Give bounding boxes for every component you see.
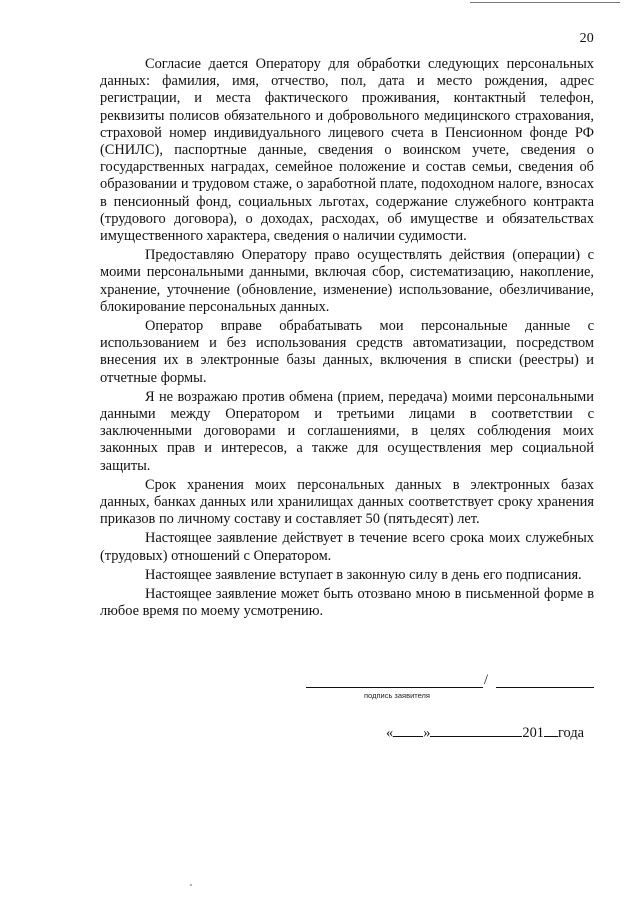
date-close-quote: »: [423, 725, 431, 741]
paragraph-storage-term: Срок хранения моих персональных данных в электронных базах данных, банках данных или хранилищах данных соответствует сроку хранения приказов по личному составу и составляет 50 (пятьдесят) лет.: [100, 476, 594, 528]
year-suffix: года: [558, 725, 585, 741]
signature-line: [306, 687, 483, 688]
year-prefix: 201: [522, 725, 544, 741]
signature-block: [306, 672, 594, 710]
month-blank: [430, 724, 522, 737]
paragraph-effective-date: Настоящее заявление вступает в законную силу в день его подписания.: [145, 566, 582, 583]
paragraph-revocation: Настоящее заявление может быть отозвано мною в письменной форме в любое время по моему усмотрению.: [100, 586, 594, 620]
day-blank: [393, 724, 423, 737]
date-open-quote: «: [386, 725, 394, 741]
paragraph-validity: Настоящее заявление действует в течение всего срока моих служебных (трудовых) отношений с Оператором.: [100, 530, 594, 564]
consent-body: [100, 56, 594, 623]
year-blank: [544, 724, 558, 737]
paragraph-data-exchange: Я не возражаю против обмена (прием, передача) моими персональными данными между Оператором и третьими лицами в соответствии с заключенными договорами и соглашениями, в целях соблюдения моих законных прав и интересов, а также для осуществления мер социальной защиты.: [100, 388, 594, 474]
date-line: [386, 724, 594, 742]
name-line: [496, 687, 594, 688]
paragraph-processing-methods: Оператор вправе обрабатывать мои персональные данные с использованием и без использования средств автоматизации, посредством внесения их в электронные базы данных, включения в списки (реестры) и отчетные формы.: [100, 318, 594, 386]
scan-speck: [190, 884, 192, 886]
paragraph-operator-rights: Предоставляю Оператору право осуществлять действия (операции) с моими персональными данными, включая сбор, систематизацию, накопление, хранение, уточнение (обновление, изменение) использование, обезличивание, блокирование персональных данных.: [100, 247, 594, 315]
page-number: 20: [579, 31, 594, 46]
signature-separator: /: [484, 672, 488, 688]
top-rule: [470, 2, 620, 3]
signature-caption: подпись заявителя: [364, 691, 430, 700]
paragraph-data-list: Согласие дается Оператору для обработки следующих персональных данных: фамилия, имя, отчество, пол, дата и место рождения, адрес регистрации, и места фактического проживания, контактный телефон, реквизиты полисов обязательного и добровольного медицинского страхования, страховой номер индивидуального лицевого счета в Пенсионном фонде РФ (СНИЛС), паспортные данные, сведения о воинском учете, сведения о государственных наградах, семейное положение и состав семьи, сведения об образовании и трудовом стаже, о заработной плате, подоходном налоге, взносах в пенсионный фонд, социальных льготах, содержание служебного контракта (трудового договора), о доходах, расходах, об имуществе и обязательствах имущественного характера, сведения о наличии судимости.: [100, 56, 594, 245]
